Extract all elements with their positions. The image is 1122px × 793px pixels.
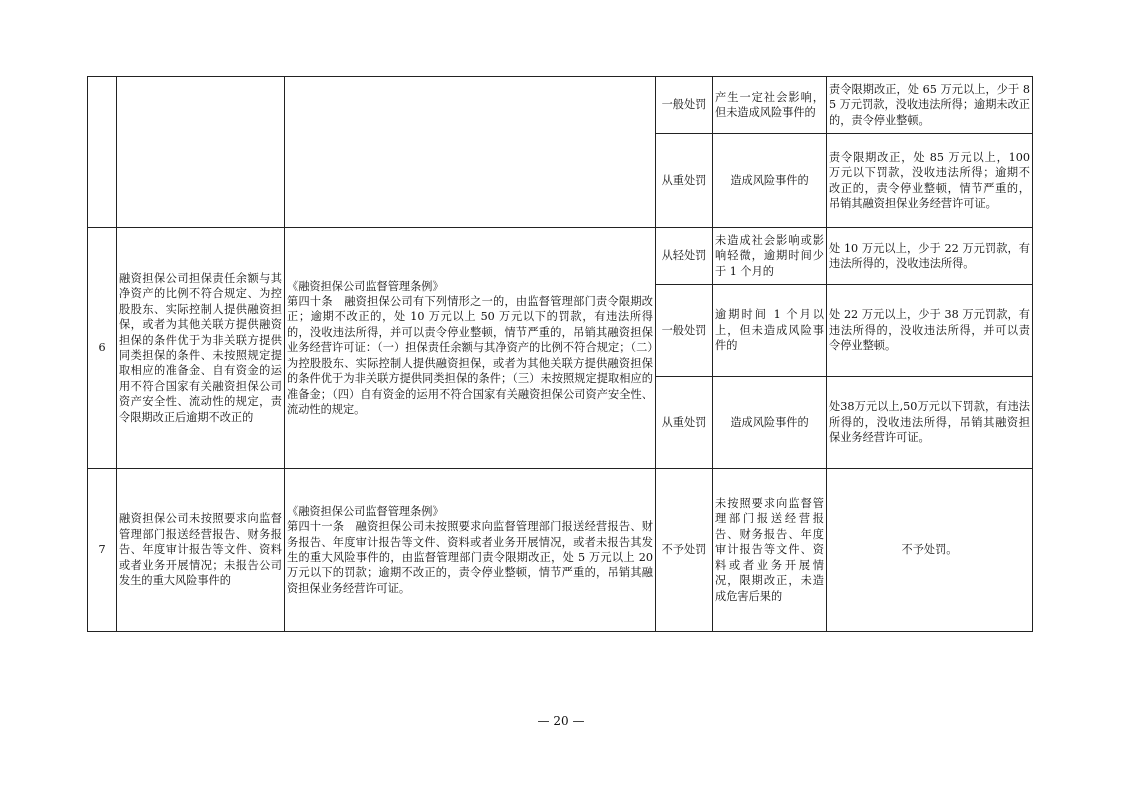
penalty-level: 从重处罚 bbox=[656, 134, 713, 228]
legal-basis bbox=[285, 469, 656, 632]
basis-title: 《融资担保公司监督管理条例》 bbox=[287, 279, 444, 293]
legal-basis bbox=[285, 77, 656, 228]
penalty-standard: 处 22 万元以上，少于 38 万元罚款，有违法所得的，没收违法所得，并可以责令停业整顿。 bbox=[827, 285, 1033, 377]
violation-matter bbox=[117, 77, 285, 228]
penalty-table bbox=[87, 76, 1033, 632]
page-number: — 20 — bbox=[537, 714, 585, 728]
penalty-standard: 处 10 万元以上，少于 22 万元罚款，有违法所得的，没收违法所得。 bbox=[827, 228, 1033, 285]
row-number bbox=[88, 77, 117, 228]
row-number: 6 bbox=[88, 228, 117, 469]
violation-situation: 造成风险事件的 bbox=[713, 377, 827, 469]
legal-basis bbox=[285, 228, 656, 469]
basis-text: 第四十条 融资担保公司有下列情形之一的，由监督管理部门责令限期改正；逾期不改正的，处 10 万元以上 50 万元以下的罚款，有违法所得的，没收违法所得，并可以责令停业整顿，情节严重的，吊销其融资担保业务经营许可证：（一）担保责任余额与其净资产的比例不符合规定；（二）为控股股东、实际控制人提供融资担保，或者为其他关联方提供融资担保的条件优于为非关联方提供同类担保的条件；（三）未按照规定提取相应的准备金；（四）自有资金的运用不符合国家有关融资担保公司资产安全性、流动性的规定。 bbox=[287, 295, 653, 416]
violation-situation: 逾期时间 1 个月以上，但未造成风险事件的 bbox=[713, 285, 827, 377]
penalty-level: 从重处罚 bbox=[656, 377, 713, 469]
penalty-level: 一般处罚 bbox=[656, 77, 713, 134]
basis-text: 第四十一条 融资担保公司未按照要求向监督管理部门报送经营报告、财务报告、年度审计报告等文件、资料或者业务开展情况，或者未报告其发生的重大风险事件的，由监督管理部门责令限期改正，处 5 万元以上 20 万元以下的罚款；逾期不改正的，责令停业整顿，情节严重的，吊销其融资担保业务经营许可证。 bbox=[287, 520, 653, 595]
violation-situation: 造成风险事件的 bbox=[713, 134, 827, 228]
penalty-level: 从轻处罚 bbox=[656, 228, 713, 285]
penalty-standard: 不予处罚。 bbox=[827, 469, 1033, 632]
penalty-standard: 责令限期改正，处 65 万元以上，少于 85 万元罚款，没收违法所得；逾期未改正的，责令停业整顿。 bbox=[827, 77, 1033, 134]
table-row bbox=[88, 469, 1033, 632]
penalty-standard: 处38万元以上,50万元以下罚款，有违法所得的，没收违法所得，吊销其融资担保业务经营许可证。 bbox=[827, 377, 1033, 469]
basis-title: 《融资担保公司监督管理条例》 bbox=[287, 504, 444, 518]
violation-situation: 未按照要求向监督管理部门报送经营报告、财务报告、年度审计报告等文件、资料或者业务开展情况，限期改正，未造成危害后果的 bbox=[713, 469, 827, 632]
violation-situation: 产生一定社会影响，但未造成风险事件的 bbox=[713, 77, 827, 134]
row-number: 7 bbox=[88, 469, 117, 632]
penalty-level: 一般处罚 bbox=[656, 285, 713, 377]
violation-matter: 融资担保公司未按照要求向监督管理部门报送经营报告、财务报告、年度审计报告等文件、资料或者业务开展情况；未报告公司发生的重大风险事件的 bbox=[117, 469, 285, 632]
violation-situation: 未造成社会影响或影响轻微，逾期时间少于 1 个月的 bbox=[713, 228, 827, 285]
table-row bbox=[88, 228, 1033, 285]
table-row bbox=[88, 77, 1033, 134]
penalty-level: 不予处罚 bbox=[656, 469, 713, 632]
penalty-standard: 责令限期改正，处 85 万元以上，100 万元以下罚款，没收违法所得；逾期不改正的，责令停业整顿，情节严重的，吊销其融资担保业务经营许可证。 bbox=[827, 134, 1033, 228]
violation-matter: 融资担保公司担保责任余额与其净资产的比例不符合规定、为控股股东、实际控制人提供融资担保，或者为其他关联方提供融资担保的条件优于为非关联方提供同类担保的条件、未按照规定提取相应的准备金、自有资金的运用不符合国家有关融资担保公司资产安全性、流动性的规定，责令限期改正后逾期不改正的 bbox=[117, 228, 285, 469]
